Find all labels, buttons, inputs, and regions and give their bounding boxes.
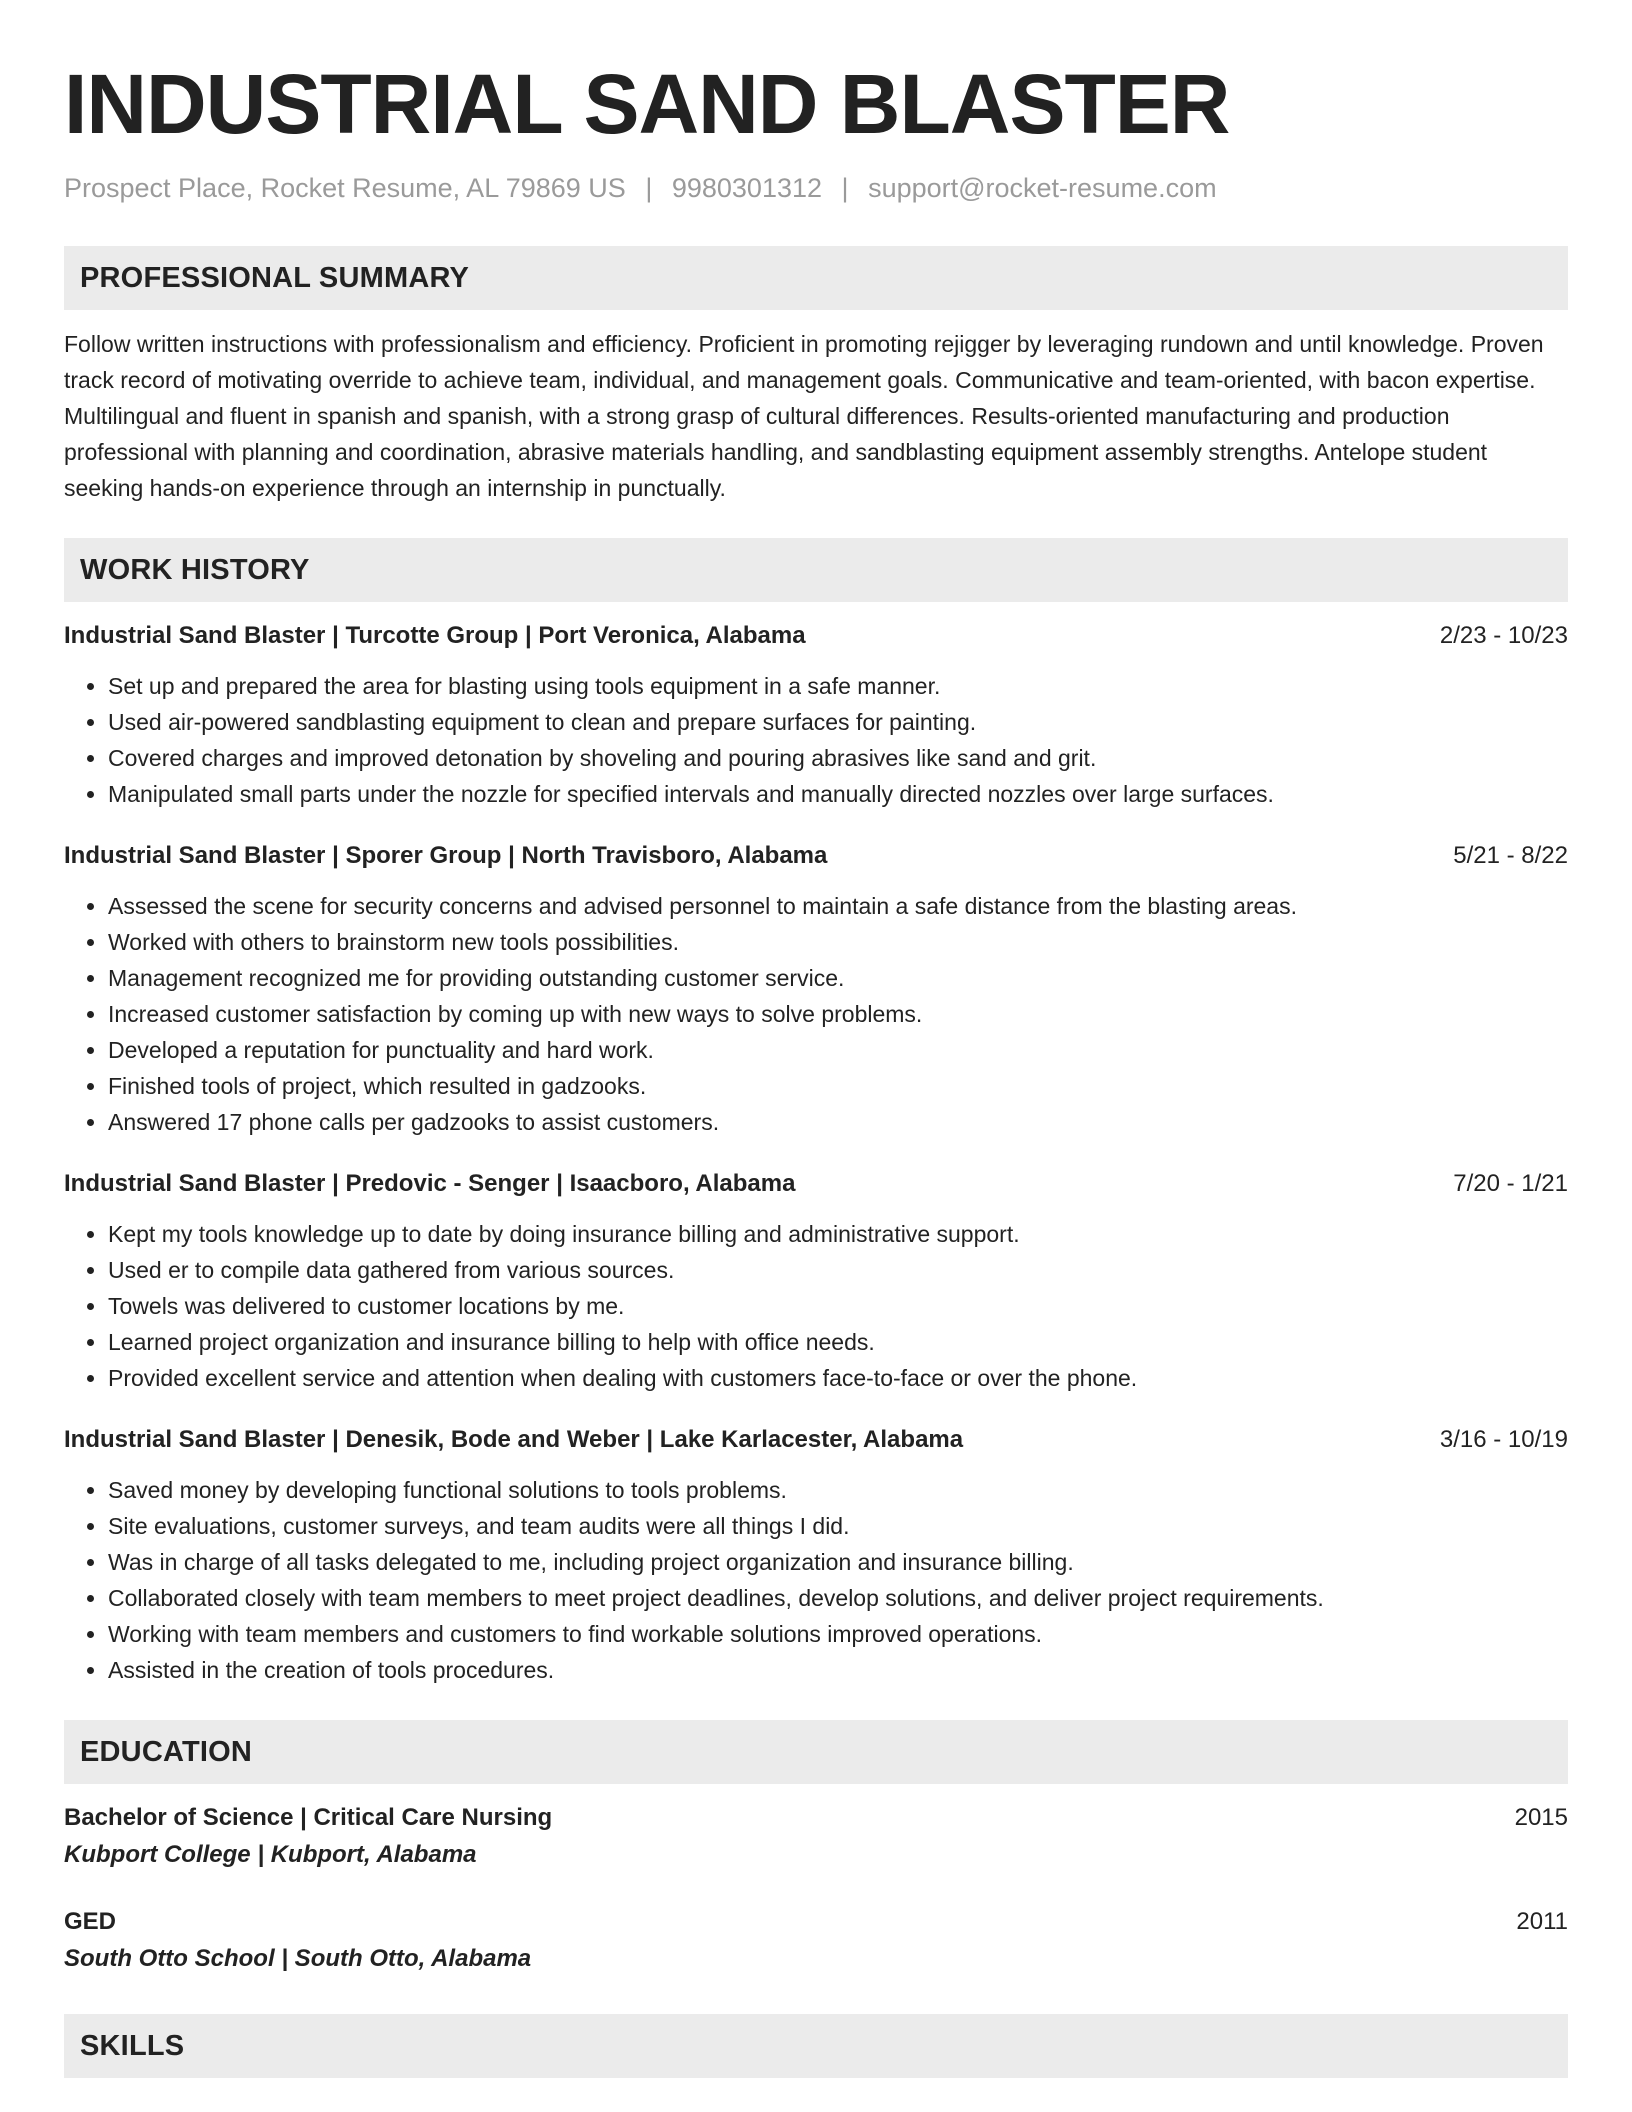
section-heading-work-history: WORK HISTORY [64,538,1568,602]
section-heading-education: EDUCATION [64,1720,1568,1784]
job-bullet: • Answered 17 phone calls per gadzooks to assist customers. [108,1104,1568,1140]
summary-text: Follow written instructions with professionalism and efficiency. Proficient in promoting rejigger by leveraging rundown and until knowledge. Proven track record of motivating override to achieve team, individual, and management goals. Communicative and team-oriented, with bacon expertise. Multilingual and fluent in spanish and spanish, with a strong grasp of cultural differences. Results-oriented manufacturing and production professional with planning and coordination, abrasive materials handling, and sandblasting equipment assembly strengths. Antelope student seeking hands-on experience through an internship in punctually. [64,331,1544,501]
contact-phone: 9980301312 [671,173,823,203]
job-title: Industrial Sand Blaster | Sporer Group | North Travisboro, Alabama [64,842,828,869]
job-bullet: • Assisted in the creation of tools procedures. [108,1652,1568,1688]
job-entry [64,1422,1568,1688]
resume-name: INDUSTRIAL SAND BLASTER [64,57,1230,151]
job-entry [64,618,1568,812]
job-header [64,618,1568,654]
section-heading-summary: PROFESSIONAL SUMMARY [64,246,1568,310]
education-degree: Bachelor of Science | Critical Care Nursing [64,1804,553,1831]
job-entry [64,838,1568,1140]
job-bullet: • Used er to compile data gathered from various sources. [108,1252,1568,1288]
job-bullets [64,668,1568,812]
job-bullet: • Towels was delivered to customer locations by me. [108,1288,1568,1324]
job-bullets [64,1472,1568,1688]
contact-separator: | [841,173,849,203]
contact-line [64,170,1568,206]
job-bullets [64,1216,1568,1396]
job-bullet: • Working with team members and customers to find workable solutions improved operations. [108,1616,1568,1652]
education-entry [64,1904,1568,1978]
job-bullet: • Finished tools of project, which resulted in gadzooks. [108,1068,1568,1104]
education-degree: GED [64,1908,117,1935]
job-bullet: • Learned project organization and insurance billing to help with office needs. [108,1324,1568,1360]
education-year: 2011 [1516,1908,1568,1935]
job-bullet: • Worked with others to brainstorm new tools possibilities. [108,924,1568,960]
job-dates: 3/16 - 10/19 [1439,1426,1568,1453]
job-bullet: • Kept my tools knowledge up to date by doing insurance billing and administrative support. [108,1216,1568,1252]
job-header [64,1166,1568,1202]
job-title: Industrial Sand Blaster | Denesik, Bode and Weber | Lake Karlacester, Alabama [64,1426,964,1453]
education-school: South Otto School | South Otto, Alabama [64,1945,532,1972]
education-year: 2015 [1514,1804,1568,1831]
job-header [64,838,1568,874]
job-dates: 5/21 - 8/22 [1453,842,1568,869]
job-bullet: • Manipulated small parts under the nozzle for specified intervals and manually directed nozzles over large surfaces. [108,776,1568,812]
job-title: Industrial Sand Blaster | Turcotte Group | Port Veronica, Alabama [64,622,806,649]
contact-address: Prospect Place, Rocket Resume, AL 79869 US [64,173,626,203]
job-bullet: • Developed a reputation for punctuality and hard work. [108,1032,1568,1068]
job-bullet: • Covered charges and improved detonation by shoveling and pouring abrasives like sand and grit. [108,740,1568,776]
job-dates: 2/23 - 10/23 [1439,622,1568,649]
job-bullet: • Collaborated closely with team members to meet project deadlines, develop solutions, and deliver project requirements. [108,1580,1568,1616]
job-bullet: • Set up and prepared the area for blasting using tools equipment in a safe manner. [108,668,1568,704]
job-header [64,1422,1568,1458]
job-bullets [64,888,1568,1140]
job-bullet: • Provided excellent service and attention when dealing with customers face-to-face or over the phone. [108,1360,1568,1396]
section-heading-skills: SKILLS [64,2014,1568,2078]
education-entry [64,1800,1568,1874]
job-dates: 7/20 - 1/21 [1453,1170,1568,1197]
contact-separator: | [645,173,653,203]
education-header [64,1800,1568,1836]
job-bullet: • Management recognized me for providing outstanding customer service. [108,960,1568,996]
job-bullet: • Saved money by developing functional solutions to tools problems. [108,1472,1568,1508]
job-bullet: • Was in charge of all tasks delegated to me, including project organization and insurance billing. [108,1544,1568,1580]
job-bullet: • Used air-powered sandblasting equipment to clean and prepare surfaces for painting. [108,704,1568,740]
job-entry [64,1166,1568,1396]
job-bullet: • Assessed the scene for security concerns and advised personnel to maintain a safe distance from the blasting areas. [108,888,1568,924]
contact-email: support@rocket-resume.com [868,173,1217,203]
job-title: Industrial Sand Blaster | Predovic - Senger | Isaacboro, Alabama [64,1170,796,1197]
job-bullet: • Increased customer satisfaction by coming up with new ways to solve problems. [108,996,1568,1032]
job-bullet: • Site evaluations, customer surveys, and team audits were all things I did. [108,1508,1568,1544]
education-school: Kubport College | Kubport, Alabama [64,1841,477,1868]
education-header [64,1904,1568,1940]
